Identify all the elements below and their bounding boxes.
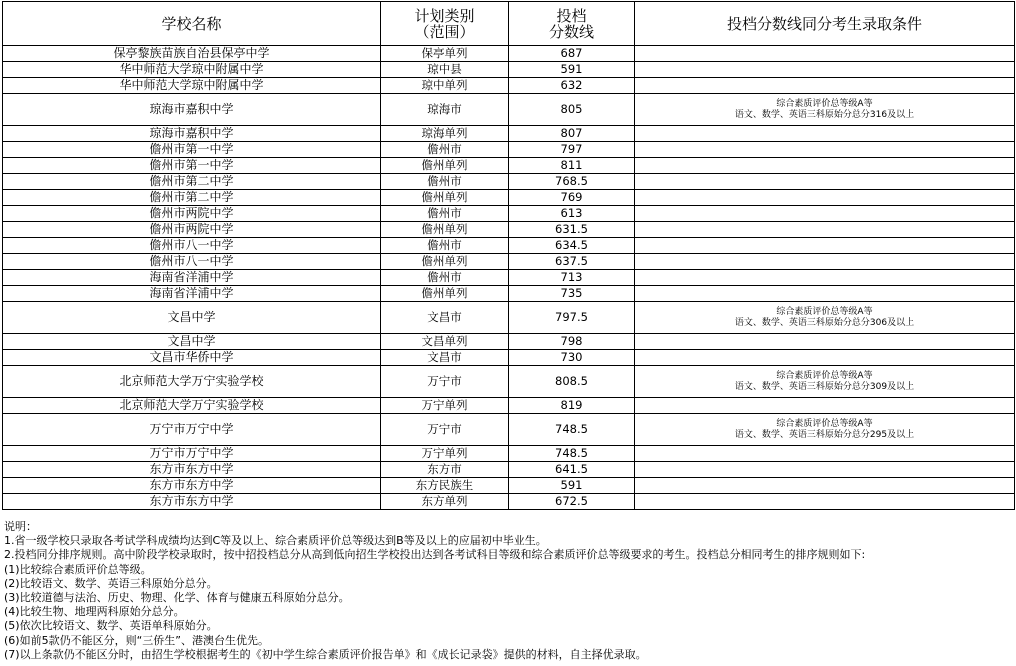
header-condition: 投档分数线同分考生录取条件 bbox=[635, 2, 1015, 46]
cell-school: 儋州市第一中学 bbox=[3, 142, 381, 158]
notes-section bbox=[4, 520, 1014, 662]
cell-condition bbox=[635, 126, 1015, 142]
cell-score: 591 bbox=[509, 478, 635, 494]
table-row bbox=[3, 238, 1015, 254]
cell-score: 797 bbox=[509, 142, 635, 158]
cell-condition: 综合素质评价总等级A等 语文、数学、英语三科原始分总分309及以上 bbox=[635, 366, 1015, 398]
notes-heading: 说明： bbox=[4, 520, 37, 533]
cell-score: 808.5 bbox=[509, 366, 635, 398]
cell-condition bbox=[635, 62, 1015, 78]
header-score-line1: 投档 bbox=[556, 6, 587, 25]
header-plan bbox=[381, 2, 509, 46]
cell-condition bbox=[635, 334, 1015, 350]
cell-condition bbox=[635, 446, 1015, 462]
table-row bbox=[3, 126, 1015, 142]
note-line: (4)比较生物、地理两科原始分总分。 bbox=[4, 605, 185, 619]
cell-score: 797.5 bbox=[509, 302, 635, 334]
cell-plan: 万宁单列 bbox=[381, 398, 509, 414]
cell-plan: 文昌市 bbox=[381, 350, 509, 366]
note-line: 2.投档同分排序规则。高中阶段学校录取时，按中招投档总分从高到低向招生学校投出达到各考试科目等级和综合素质评价总等级要求的考生。投档总分相同考生的排序规则如下: bbox=[4, 548, 866, 562]
table-row bbox=[3, 414, 1015, 446]
cell-score: 748.5 bbox=[509, 414, 635, 446]
cell-school: 保亭黎族苗族自治县保亭中学 bbox=[3, 46, 381, 62]
table-row bbox=[3, 478, 1015, 494]
cell-plan: 东方民族生 bbox=[381, 478, 509, 494]
cell-condition bbox=[635, 270, 1015, 286]
cell-school: 万宁市万宁中学 bbox=[3, 414, 381, 446]
cell-condition: 综合素质评价总等级A等 语文、数学、英语三科原始分总分316及以上 bbox=[635, 94, 1015, 126]
cell-school: 儋州市八一中学 bbox=[3, 254, 381, 270]
cell-condition bbox=[635, 254, 1015, 270]
cell-plan: 琼中县 bbox=[381, 62, 509, 78]
cell-condition bbox=[635, 142, 1015, 158]
table-row bbox=[3, 366, 1015, 398]
header-score bbox=[509, 2, 635, 46]
cell-plan: 儋州市 bbox=[381, 206, 509, 222]
cell-score: 631.5 bbox=[509, 222, 635, 238]
table-header-row bbox=[3, 2, 1015, 46]
cell-score: 613 bbox=[509, 206, 635, 222]
table-row bbox=[3, 270, 1015, 286]
cell-school: 儋州市第二中学 bbox=[3, 174, 381, 190]
cell-school: 北京师范大学万宁实验学校 bbox=[3, 366, 381, 398]
table-row bbox=[3, 286, 1015, 302]
cell-school: 文昌市华侨中学 bbox=[3, 350, 381, 366]
cell-plan: 万宁单列 bbox=[381, 446, 509, 462]
table-row bbox=[3, 46, 1015, 62]
header-plan-line1: 计划类别 bbox=[414, 6, 475, 25]
table-row bbox=[3, 398, 1015, 414]
table-row bbox=[3, 494, 1015, 510]
cell-score: 798 bbox=[509, 334, 635, 350]
table-row bbox=[3, 62, 1015, 78]
cell-score: 735 bbox=[509, 286, 635, 302]
cell-condition bbox=[635, 350, 1015, 366]
cell-condition bbox=[635, 494, 1015, 510]
note-line: (3)比较道德与法治、历史、物理、化学、体育与健康五科原始分总分。 bbox=[4, 591, 350, 605]
cell-score: 819 bbox=[509, 398, 635, 414]
table-row bbox=[3, 158, 1015, 174]
cell-school: 华中师范大学琼中附属中学 bbox=[3, 78, 381, 94]
cell-school: 东方市东方中学 bbox=[3, 478, 381, 494]
cell-school: 万宁市万宁中学 bbox=[3, 446, 381, 462]
cell-school: 儋州市两院中学 bbox=[3, 206, 381, 222]
table-row bbox=[3, 350, 1015, 366]
cell-school: 儋州市第一中学 bbox=[3, 158, 381, 174]
cell-school: 海南省洋浦中学 bbox=[3, 286, 381, 302]
table-row bbox=[3, 446, 1015, 462]
cell-score: 637.5 bbox=[509, 254, 635, 270]
note-line: (5)依次比较语文、数学、英语单科原始分。 bbox=[4, 619, 218, 633]
cell-plan: 儋州单列 bbox=[381, 286, 509, 302]
header-school: 学校名称 bbox=[3, 2, 381, 46]
note-line: (1)比较综合素质评价总等级。 bbox=[4, 562, 152, 576]
cell-school: 琼海市嘉积中学 bbox=[3, 94, 381, 126]
cell-score: 713 bbox=[509, 270, 635, 286]
header-score-line2: 分数线 bbox=[548, 22, 594, 41]
cell-school: 儋州市八一中学 bbox=[3, 238, 381, 254]
admission-score-table bbox=[2, 1, 1015, 510]
cell-school: 北京师范大学万宁实验学校 bbox=[3, 398, 381, 414]
cell-school: 海南省洋浦中学 bbox=[3, 270, 381, 286]
cell-condition bbox=[635, 46, 1015, 62]
cell-school: 儋州市两院中学 bbox=[3, 222, 381, 238]
cell-school: 华中师范大学琼中附属中学 bbox=[3, 62, 381, 78]
table-row bbox=[3, 222, 1015, 238]
table-row bbox=[3, 94, 1015, 126]
cell-plan: 儋州市 bbox=[381, 174, 509, 190]
cell-condition bbox=[635, 190, 1015, 206]
cell-plan: 文昌单列 bbox=[381, 334, 509, 350]
cell-plan: 儋州市 bbox=[381, 142, 509, 158]
cell-plan: 儋州市 bbox=[381, 238, 509, 254]
cell-condition bbox=[635, 286, 1015, 302]
cell-condition: 综合素质评价总等级A等 语文、数学、英语三科原始分总分306及以上 bbox=[635, 302, 1015, 334]
cell-plan: 琼中单列 bbox=[381, 78, 509, 94]
cell-score: 634.5 bbox=[509, 238, 635, 254]
cell-score: 768.5 bbox=[509, 174, 635, 190]
cell-plan: 儋州单列 bbox=[381, 158, 509, 174]
cell-school: 文昌中学 bbox=[3, 334, 381, 350]
cell-plan: 万宁市 bbox=[381, 366, 509, 398]
cell-plan: 文昌市 bbox=[381, 302, 509, 334]
cell-condition: 综合素质评价总等级A等 语文、数学、英语三科原始分总分295及以上 bbox=[635, 414, 1015, 446]
cell-score: 748.5 bbox=[509, 446, 635, 462]
cell-plan: 琼海单列 bbox=[381, 126, 509, 142]
note-line: (7)以上条款仍不能区分时，由招生学校根据考生的《初中学生综合素质评价报告单》和《成长记录袋》提供的材料，自主择优录取。 bbox=[4, 647, 647, 661]
table-row bbox=[3, 206, 1015, 222]
cell-plan: 万宁市 bbox=[381, 414, 509, 446]
cell-school: 儋州市第二中学 bbox=[3, 190, 381, 206]
cell-score: 807 bbox=[509, 126, 635, 142]
table-row bbox=[3, 174, 1015, 190]
cell-school: 东方市东方中学 bbox=[3, 462, 381, 478]
cell-plan: 东方市 bbox=[381, 462, 509, 478]
cell-school: 琼海市嘉积中学 bbox=[3, 126, 381, 142]
note-line: (6)如前5款仍不能区分，则“三侨生”、港澳台生优先。 bbox=[4, 633, 269, 647]
cell-score: 687 bbox=[509, 46, 635, 62]
cell-condition bbox=[635, 222, 1015, 238]
cell-score: 591 bbox=[509, 62, 635, 78]
cell-plan: 琼海市 bbox=[381, 94, 509, 126]
cell-plan: 保亭单列 bbox=[381, 46, 509, 62]
table-row bbox=[3, 302, 1015, 334]
cell-score: 811 bbox=[509, 158, 635, 174]
cell-score: 730 bbox=[509, 350, 635, 366]
note-line: 1.省一级学校只录取各考试学科成绩均达到C等及以上、综合素质评价总等级达到B等及以上的应届初中毕业生。 bbox=[4, 534, 547, 548]
note-line: (2)比较语文、数学、英语三科原始分总分。 bbox=[4, 576, 218, 590]
table-row bbox=[3, 334, 1015, 350]
cell-score: 769 bbox=[509, 190, 635, 206]
table-row bbox=[3, 254, 1015, 270]
header-plan-line2: （范围） bbox=[414, 22, 475, 41]
cell-condition bbox=[635, 398, 1015, 414]
table-row bbox=[3, 78, 1015, 94]
cell-condition bbox=[635, 238, 1015, 254]
cell-condition bbox=[635, 174, 1015, 190]
cell-condition bbox=[635, 206, 1015, 222]
cell-score: 641.5 bbox=[509, 462, 635, 478]
cell-school: 东方市东方中学 bbox=[3, 494, 381, 510]
table-row bbox=[3, 190, 1015, 206]
table-row bbox=[3, 142, 1015, 158]
cell-score: 805 bbox=[509, 94, 635, 126]
cell-plan: 儋州单列 bbox=[381, 190, 509, 206]
table-body bbox=[3, 46, 1015, 510]
cell-condition bbox=[635, 478, 1015, 494]
cell-condition bbox=[635, 158, 1015, 174]
cell-score: 672.5 bbox=[509, 494, 635, 510]
cell-plan: 儋州单列 bbox=[381, 222, 509, 238]
cell-plan: 儋州市 bbox=[381, 270, 509, 286]
cell-plan: 东方单列 bbox=[381, 494, 509, 510]
cell-condition bbox=[635, 462, 1015, 478]
cell-score: 632 bbox=[509, 78, 635, 94]
cell-school: 文昌中学 bbox=[3, 302, 381, 334]
cell-plan: 儋州单列 bbox=[381, 254, 509, 270]
cell-condition bbox=[635, 78, 1015, 94]
table-row bbox=[3, 462, 1015, 478]
